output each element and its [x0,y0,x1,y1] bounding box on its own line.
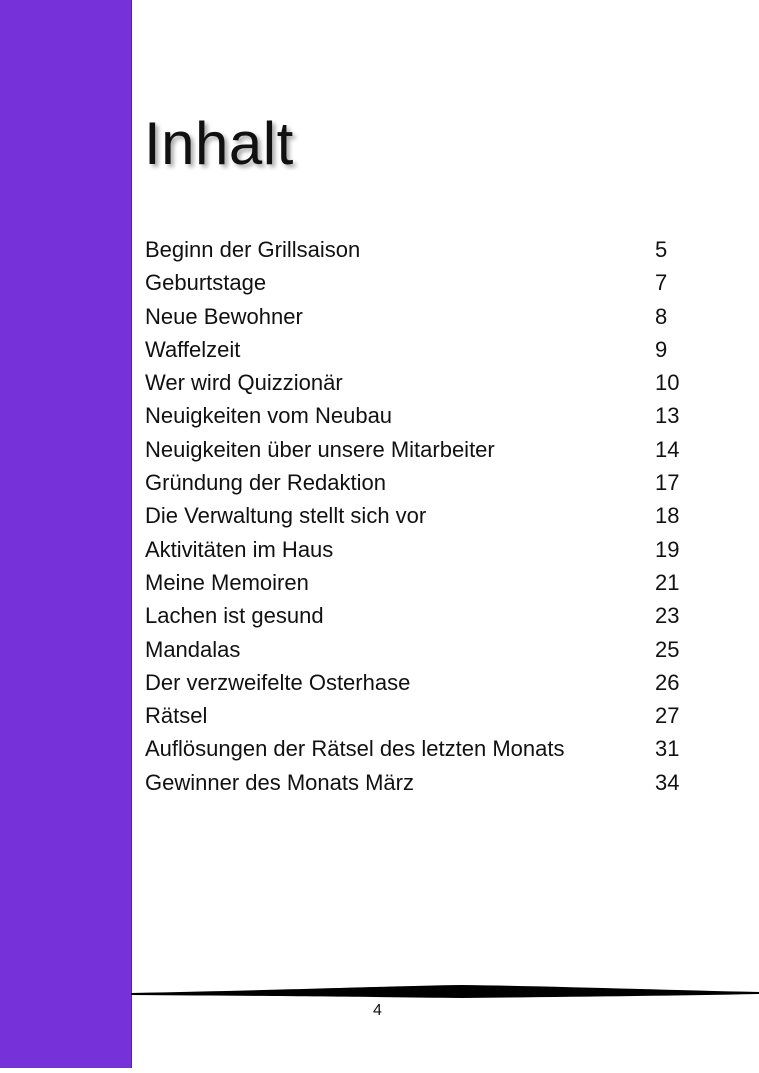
toc-entry-page: 21 [655,569,680,595]
toc-entry-title: Die Verwaltung stellt sich vor [145,503,427,529]
toc-entry-title: Gewinner des Monats März [145,769,414,795]
page-number: 4 [373,1002,382,1019]
toc-entry[interactable] [145,499,705,532]
toc-entry-page: 7 [655,270,668,296]
toc-entry-title: Mandalas [145,636,241,662]
toc-entry[interactable] [145,266,705,299]
toc-entry[interactable] [145,732,705,765]
toc-entry-page: 9 [655,336,668,362]
toc-entry-page: 31 [655,736,680,762]
toc-entry[interactable] [145,333,705,366]
toc-entry[interactable] [145,366,705,399]
toc-entry-page: 5 [655,237,668,262]
toc-entry-page: 19 [655,536,680,562]
toc-entry[interactable] [145,433,705,466]
toc-entry[interactable] [145,599,705,632]
toc-entry-page: 13 [655,403,680,429]
toc-entry[interactable] [145,466,705,499]
footer-divider [131,981,759,1009]
toc-entry[interactable] [145,766,705,799]
page-title: Inhalt [144,110,294,177]
toc-entry[interactable] [145,566,705,599]
toc-entry-title: Rätsel [145,703,208,729]
toc-entry-title: Neuigkeiten vom Neubau [145,403,393,429]
toc-entry-title: Der verzweifelte Osterhase [145,669,411,695]
toc-entry[interactable] [145,633,705,666]
table-of-contents [145,233,705,799]
toc-entry[interactable] [145,300,705,333]
toc-entry-page: 14 [655,436,680,462]
toc-entry-title: Beginn der Grillsaison [145,237,361,262]
toc-entry-page: 17 [655,470,680,496]
toc-entry-title: Aktivitäten im Haus [145,536,334,562]
toc-entry[interactable] [145,399,705,432]
toc-entry[interactable] [145,233,705,266]
toc-entry[interactable] [145,666,705,699]
toc-entry-title: Neuigkeiten über unsere Mitarbeiter [145,436,495,462]
toc-entry-title: Wer wird Quizzionär [145,370,343,396]
toc-entry-page: 10 [655,370,680,396]
sidebar-color-band [0,0,132,1068]
toc-entry-page: 34 [655,769,680,795]
toc-entry-page: 18 [655,503,680,529]
toc-entry-page: 23 [655,603,680,629]
toc-entry-page: 25 [655,636,680,662]
toc-entry-title: Lachen ist gesund [145,603,324,629]
toc-entry-page: 8 [655,303,668,329]
toc-entry-title: Neue Bewohner [145,303,303,329]
toc-entry-page: 27 [655,703,680,729]
toc-entry-title: Auflösungen der Rätsel des letzten Monats [145,736,565,762]
toc-entry-page: 26 [655,669,680,695]
toc-entry-title: Gründung der Redaktion [145,470,386,496]
toc-entry[interactable] [145,533,705,566]
toc-entry-title: Meine Memoiren [145,569,309,595]
toc-entry-title: Geburtstage [145,270,267,296]
toc-entry[interactable] [145,699,705,732]
toc-entry-title: Waffelzeit [145,336,241,362]
